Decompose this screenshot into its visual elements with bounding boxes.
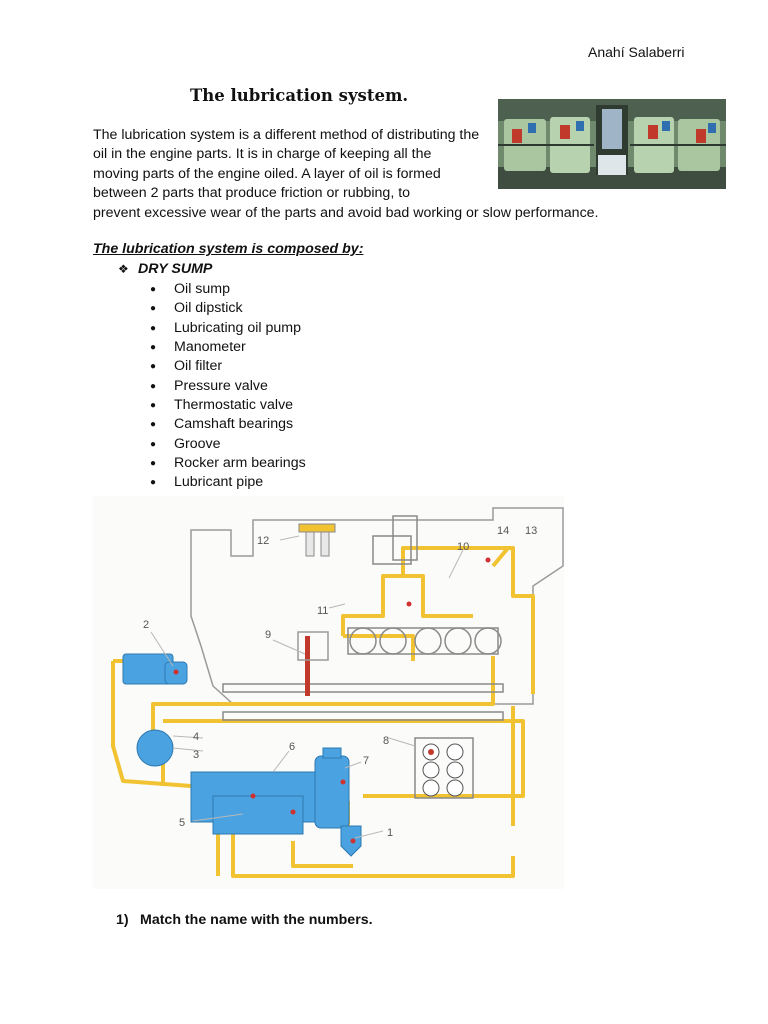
bullet-icon: ● [150,303,157,315]
list-item [150,280,306,299]
bullet-icon: ● [150,342,157,354]
question [116,912,373,928]
list-item [150,319,306,338]
list-item [150,435,306,454]
diagram-label-3: 3 [193,749,200,761]
diagram-label-13: 13 [525,525,538,537]
bullet-icon: ● [150,419,157,431]
engine-room-photo [498,99,726,189]
components-list [150,280,306,493]
bullet-icon: ● [150,380,157,392]
diamond-bullet-icon: ❖ [118,262,129,276]
diagram-label-7: 7 [363,755,370,767]
list-item-text: Lubricating oil pump [174,319,301,336]
composed-heading: The lubrication system is composed by: [93,241,364,257]
bullet-icon: ● [150,284,157,295]
intro-line: The lubrication system is a different method of distributing the [93,127,480,143]
intro-line: moving parts of the engine oiled. A layer of oil is formed [93,165,441,182]
diagram-label-12: 12 [257,535,270,547]
lubrication-diagram [93,496,564,889]
page-title: The lubrication system. [190,86,409,105]
intro-line: prevent excessive wear of the parts and avoid bad working or slow performance. [93,204,599,221]
diagram-label-5: 5 [179,817,186,829]
list-item-text: Camshaft bearings [174,416,294,433]
diagram-label-11: 11 [317,605,329,617]
intro-line: between 2 parts that produce friction or rubbing, to [93,185,411,202]
list-item-text: Oil filter [174,358,223,375]
bullet-icon: ● [150,458,157,470]
diagram-label-10: 10 [457,541,470,553]
question-number: 1) [116,912,129,928]
list-item-text: Thermostatic valve [174,397,294,414]
list-item [150,338,306,357]
bullet-icon: ● [150,322,157,334]
bullet-icon: ● [150,361,157,373]
bullet-icon: ● [150,438,157,450]
list-item [150,415,306,434]
list-item [150,473,306,492]
list-item-text: Oil dipstick [174,300,243,317]
dry-sump-label: DRY SUMP [138,261,213,277]
author-name: Anahí Salaberri [588,44,685,60]
bullet-icon: ● [150,400,157,412]
list-item [150,357,306,376]
list-item-text: Lubricant pipe [174,474,264,491]
list-item-text: Groove [174,435,221,452]
diagram-label-6: 6 [289,741,296,753]
question-text: Match the name with the numbers. [140,912,373,928]
list-item-text: Oil sump [174,281,230,297]
diagram-label-8: 8 [383,735,390,747]
intro-line: oil in the engine parts. It is in charge of keeping all the [93,146,432,163]
list-item [150,396,306,415]
list-item [150,377,306,396]
list-item-text: Manometer [174,339,246,356]
diagram-label-2: 2 [143,619,150,631]
diagram-label-14: 14 [497,525,510,537]
diagram-label-1: 1 [387,827,394,839]
bullet-icon: ● [150,477,157,489]
list-item-text: Rocker arm bearings [174,455,306,472]
list-item [150,454,306,473]
dry-sump-heading [118,261,212,277]
list-item-text: Pressure valve [174,377,268,394]
diagram-label-4: 4 [193,731,200,743]
oil-dipstick [305,636,310,696]
diagram-label-9: 9 [265,629,272,641]
list-item [150,299,306,318]
